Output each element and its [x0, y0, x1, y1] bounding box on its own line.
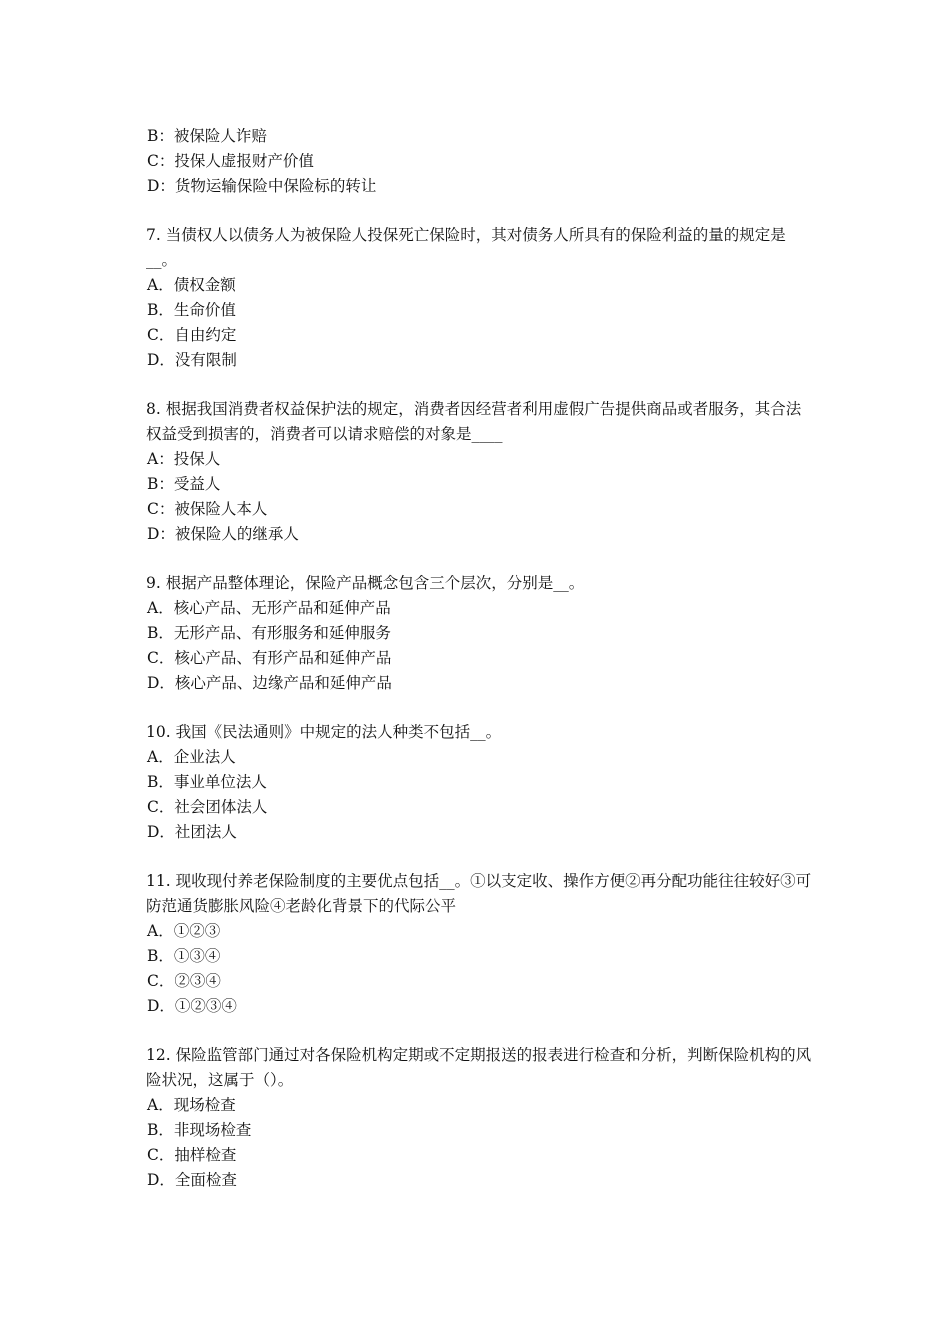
question-stem: 8. 根据我国消费者权益保护法的规定，消费者因经营者利用虚假广告提供商品或者服务，其合法权益受到损害的，消费者可以请求赔偿的对象是____: [146, 400, 802, 443]
question-9: [146, 571, 816, 696]
option-b: B．事业单位法人: [147, 773, 267, 791]
option-d: D：被保险人的继承人: [147, 525, 299, 543]
question-12: [146, 1043, 816, 1193]
option-b: B．生命价值: [147, 301, 236, 319]
option-b: B：受益人: [147, 475, 221, 493]
question-11: [146, 869, 816, 1019]
option-b: B．①③④: [147, 947, 221, 965]
option-a: A．现场检查: [147, 1096, 236, 1114]
question-stem: 7. 当债权人以债务人为被保险人投保死亡保险时，其对债务人所具有的保险利益的量的规定是__。: [146, 226, 786, 269]
option-c: C．②③④: [147, 972, 221, 990]
option-b: B．非现场检查: [147, 1121, 252, 1139]
option-d: D．社团法人: [147, 823, 237, 841]
option-a: A．债权金额: [147, 276, 236, 294]
option-b: B：被保险人诈赔: [147, 127, 267, 145]
question-6-partial: [146, 124, 816, 199]
option-c: C：被保险人本人: [147, 500, 268, 518]
option-a: A．①②③: [147, 922, 221, 940]
question-7: [146, 223, 816, 373]
option-b: B．无形产品、有形服务和延伸服务: [147, 624, 391, 642]
option-d: D．核心产品、边缘产品和延伸产品: [147, 674, 392, 692]
option-d: D．①②③④: [147, 997, 237, 1015]
question-list: [146, 124, 816, 1193]
question-10: [146, 720, 816, 845]
option-a: A．核心产品、无形产品和延伸产品: [147, 599, 391, 617]
option-c: C．自由约定: [147, 326, 237, 344]
option-a: A：投保人: [147, 450, 221, 468]
question-stem: 12. 保险监管部门通过对各保险机构定期或不定期报送的报表进行检查和分析，判断保险机构的风险状况，这属于（）。: [146, 1046, 812, 1089]
option-c: C．核心产品、有形产品和延伸产品: [147, 649, 392, 667]
option-d: D．全面检查: [147, 1171, 237, 1189]
option-c: C：投保人虚报财产价值: [147, 152, 314, 170]
option-c: C．社会团体法人: [147, 798, 268, 816]
option-a: A．企业法人: [147, 748, 236, 766]
question-stem: 11. 现收现付养老保险制度的主要优点包括__。①以支定收、操作方便②再分配功能往往较好③可防范通货膨胀风险④老龄化背景下的代际公平: [146, 872, 812, 915]
option-d: D．没有限制: [147, 351, 237, 369]
option-d: D：货物运输保险中保险标的转让: [147, 177, 377, 195]
option-c: C．抽样检查: [147, 1146, 237, 1164]
question-stem: 9. 根据产品整体理论，保险产品概念包含三个层次，分别是__。: [146, 574, 585, 592]
question-8: [146, 397, 816, 547]
question-stem: 10. 我国《民法通则》中规定的法人种类不包括__。: [146, 723, 502, 741]
